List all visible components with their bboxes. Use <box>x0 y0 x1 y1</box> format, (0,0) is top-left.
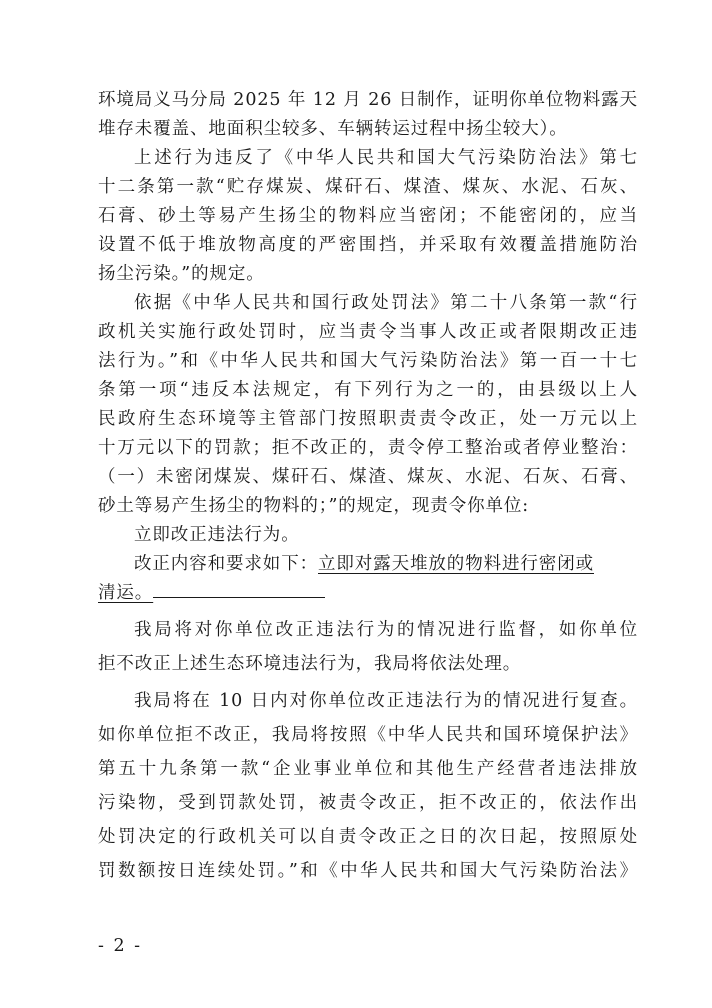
text-line: 砂土等易产生扬尘的物料的；”的规定，现责令你单位: <box>98 496 530 516</box>
text-line: 依据《中华人民共和国行政处罚法》第二十八条第一款“行 <box>134 293 638 313</box>
text-line: 处罚决定的行政机关可以自责令改正之日的次日起，按照原处 <box>98 827 638 847</box>
text-line: 立即改正违法行为。 <box>134 525 300 545</box>
correction-line <box>98 550 638 579</box>
correction-content: 立即对露天堆放的物料进行密闭或 <box>318 554 594 574</box>
text-line: 设置不低于堆放物高度的严密围挡，并采取有效覆盖措施防治 <box>98 235 638 255</box>
text-line: 法行为。”和《中华人民共和国大气污染防治法》第一百一十七 <box>98 351 638 371</box>
text-line: 拒不改正上述生态环境违法行为，我局将依法处理。 <box>98 654 522 674</box>
text-line: 我局将在 10 日内对你单位改正违法行为的情况进行复查。 <box>134 691 638 711</box>
document-body <box>98 86 638 886</box>
text-line: 污染物，受到罚款处罚，被责令改正，拒不改正的，依法作出 <box>98 793 638 813</box>
text-line: 条第一项“违反本法规定，有下列行为之一的，由县级以上人 <box>98 380 638 400</box>
text-line: 上述行为违反了《中华人民共和国大气污染防治法》第七 <box>134 148 638 168</box>
correction-line-2 <box>98 579 638 608</box>
text-line: 罚数额按日连续处罚。”和《中华人民共和国大气污染防治法》 <box>98 861 638 881</box>
text-line: 政机关实施行政处罚时，应当责令当事人改正或者限期改正违 <box>98 322 638 342</box>
text-line: 民政府生态环境等主管部门按照职责责令改正，处一万元以上 <box>98 409 638 429</box>
underline-blank <box>153 579 325 598</box>
text-line: 环境局义马分局 2025 年 12 月 26 日制作，证明你单位物料露天 <box>98 90 638 110</box>
page-number: - 2 - <box>98 936 143 956</box>
correction-label: 改正内容和要求如下： <box>134 554 318 574</box>
correction-content-continued: 清运。 <box>98 583 154 603</box>
text-line: 如你单位拒不改正，我局将按照《中华人民共和国环境保护法》 <box>98 725 638 745</box>
text-line: 石膏、砂土等易产生扬尘的物料应当密闭；不能密闭的，应当 <box>98 206 638 226</box>
text-line: 堆存未覆盖、地面积尘较多、车辆转运过程中扬尘较大）。 <box>98 119 568 139</box>
text-line: 十万元以下的罚款；拒不改正的，责令停工整治或者停业整治： <box>98 438 638 458</box>
text-line: 十二条第一款“贮存煤炭、煤矸石、煤渣、煤灰、水泥、石灰、 <box>98 177 638 197</box>
text-line: 扬尘污染。”的规定。 <box>98 264 265 284</box>
text-line: （一）未密闭煤炭、煤矸石、煤渣、煤灰、水泥、石灰、石膏、 <box>98 467 638 487</box>
text-line: 我局将对你单位改正违法行为的情况进行监督，如你单位 <box>134 620 638 640</box>
text-line: 第五十九条第一款“企业事业单位和其他生产经营者违法排放 <box>98 759 638 779</box>
